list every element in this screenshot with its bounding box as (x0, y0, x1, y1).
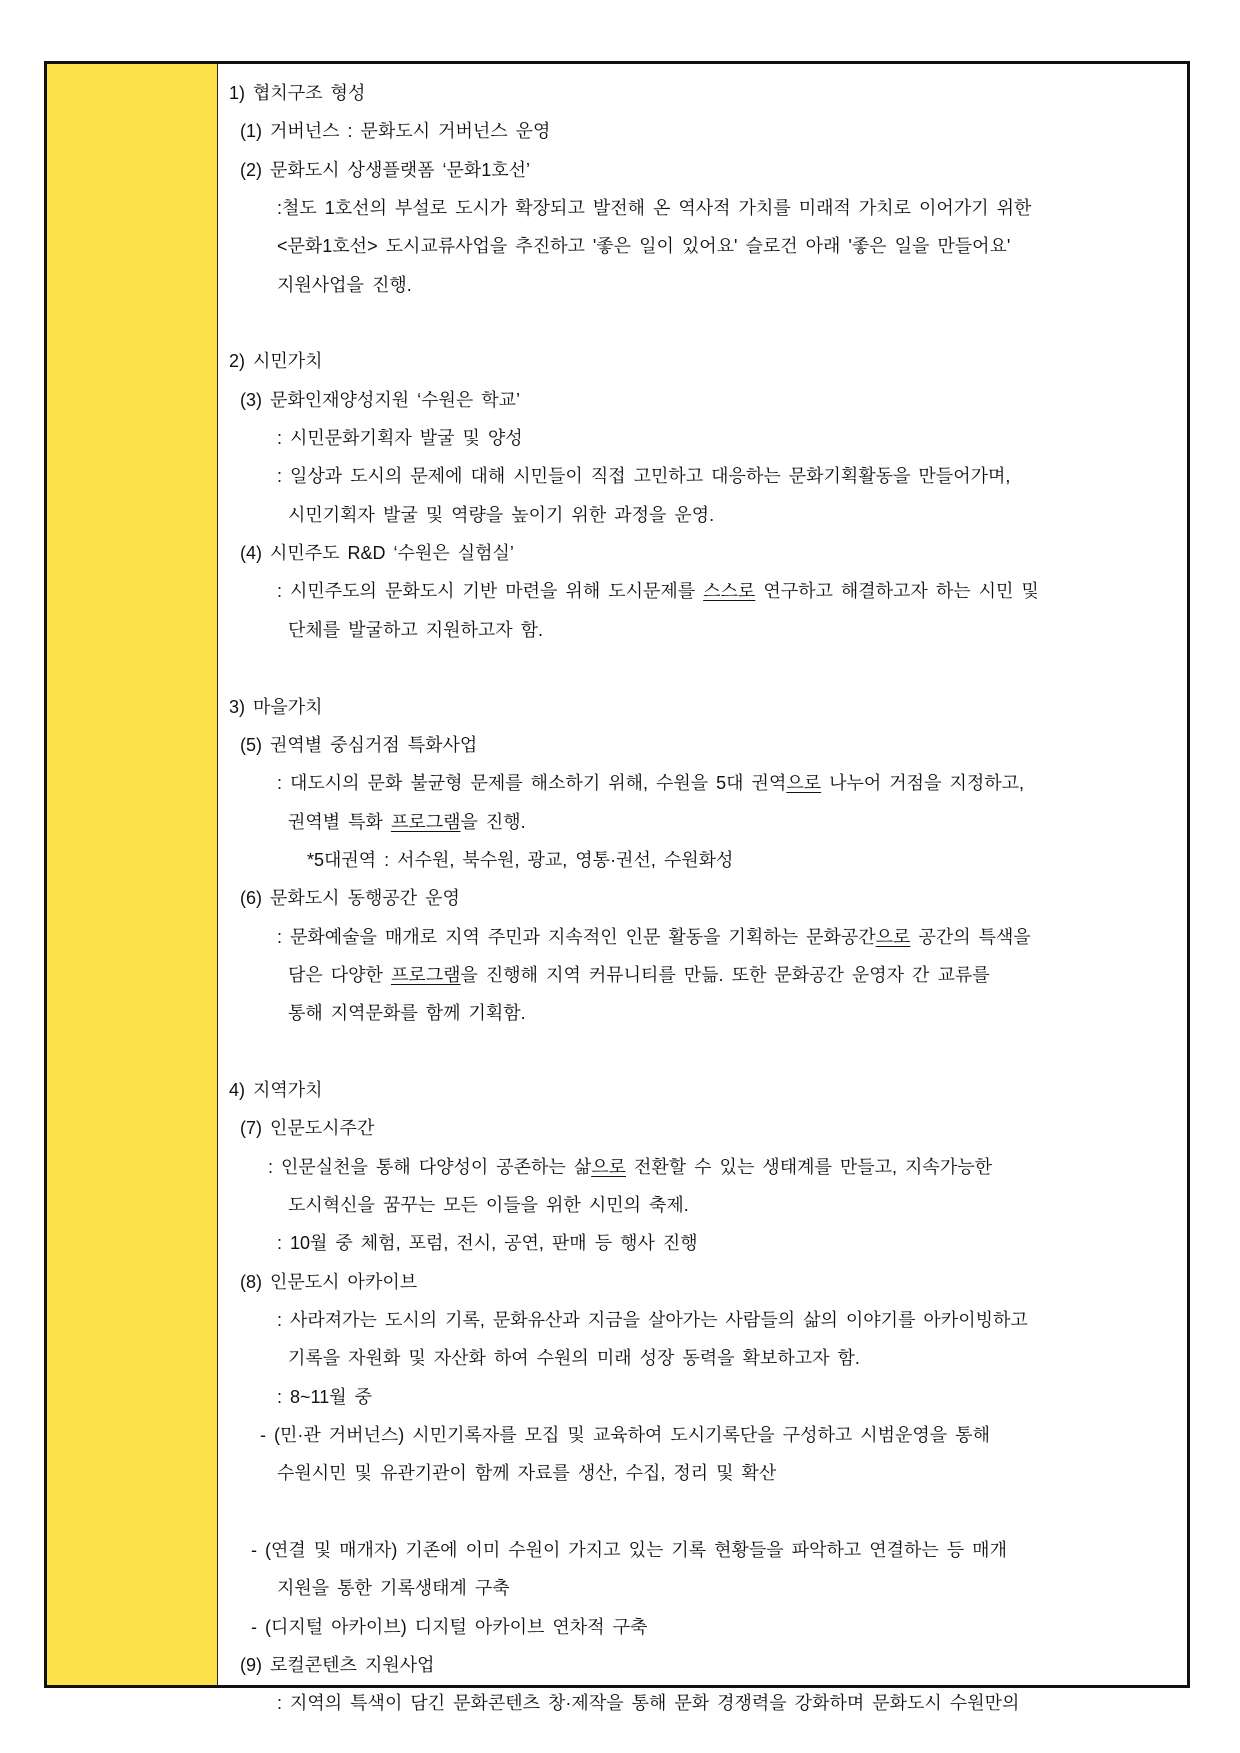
text-line (218, 803, 1187, 841)
text-line (218, 994, 1187, 1032)
text-line (218, 1454, 1187, 1492)
line-text: : 시민문화기획자 발굴 및 양성 (277, 428, 523, 449)
line-text: 단체를 발굴하고 지원하고자 함. (288, 619, 544, 640)
blank-line (218, 1493, 1187, 1531)
underlined-text: 프로그램 (390, 964, 461, 985)
text-line (218, 688, 1187, 726)
text-line (218, 1263, 1187, 1301)
line-text: 을 진행. (460, 811, 526, 832)
line-text: (6) 문화도시 동행공간 운영 (240, 888, 460, 909)
line-text: : 사라져가는 도시의 기록, 문화유산과 지금을 살아가는 사람들의 삶의 이야기를 아카이빙하고 (277, 1310, 1028, 1330)
line-text: 수원시민 및 유관기관이 함께 자료를 생산, 수집, 정리 및 확산 (277, 1463, 777, 1484)
yellow-label-column (47, 64, 218, 1685)
line-text: (1) 거버넌스 : 문화도시 거버넌스 운영 (240, 121, 551, 142)
line-text: : 문화예술을 매개로 지역 주민과 지속적인 인문 활동을 기획하는 문화공간 (277, 926, 876, 947)
text-line (218, 1071, 1187, 1109)
line-text: (2) 문화도시 상생플랫폼 ‘문화1호선’ (240, 159, 531, 180)
document-table (44, 61, 1190, 1714)
text-line (218, 342, 1187, 380)
line-text: 전환할 수 있는 생태계를 만들고, 지속가능한 (626, 1156, 992, 1177)
line-text: (4) 시민주도 R&D ‘수원은 실험실’ (240, 543, 514, 564)
line-text: 통해 지역문화를 함께 기획함. (288, 1003, 526, 1024)
line-text: (3) 문화인재양성지원 ‘수원은 학교’ (240, 389, 521, 410)
text-line (218, 227, 1187, 265)
line-text: : 일상과 도시의 문제에 대해 시민들이 직접 고민하고 대응하는 문화기획활동을 만들어가며, (277, 466, 1011, 487)
underlined-text: 프로그램 (390, 811, 461, 832)
text-line (218, 841, 1187, 879)
line-text: - (디지털 아카이브) 디지털 아카이브 연차적 구축 (251, 1616, 648, 1637)
line-text: - (연결 및 매개자) 기존에 이미 수원이 가지고 있는 기록 현황들을 파악하고 연결하는 등 매개 (251, 1540, 1007, 1561)
text-line (218, 611, 1187, 649)
line-text: : 인문실천을 통해 다양성이 공존하는 삶 (268, 1156, 592, 1177)
text-line (218, 918, 1187, 956)
blank-line (218, 649, 1187, 687)
text-line (218, 764, 1187, 802)
line-text: : 10월 중 체험, 포럼, 전시, 공연, 판매 등 행사 진행 (277, 1233, 698, 1254)
line-text: 기록을 자원화 및 자산화 하여 수원의 미래 성장 동력을 확보하고자 함. (288, 1348, 860, 1369)
line-text: 나누어 거점을 지정하고, (821, 773, 1025, 794)
text-line (218, 879, 1187, 917)
text-line (218, 266, 1187, 304)
text-line (218, 457, 1187, 495)
line-text: 권역별 특화 (288, 811, 391, 832)
line-text: 1) 협치구조 형성 (229, 83, 366, 103)
text-line (218, 1531, 1187, 1569)
underlined-text: 으로 (591, 1156, 626, 1177)
line-text: 시민기획자 발굴 및 역량을 높이기 위한 과정을 운영. (288, 504, 715, 525)
line-text: : 시민주도의 문화도시 기반 마련을 위해 도시문제를 (277, 581, 704, 602)
line-text: 도시혁신을 꿈꾸는 모든 이들을 위한 시민의 축제. (288, 1194, 689, 1215)
line-text: *5대권역 : 서수원, 북수원, 광교, 영통·권선, 수원화성 (307, 849, 734, 870)
text-line (218, 112, 1187, 150)
document-body (218, 64, 1187, 1714)
text-line (218, 74, 1187, 112)
text-line (218, 1186, 1187, 1224)
text-line (218, 1224, 1187, 1262)
line-text: (8) 인문도시 아카이브 (240, 1271, 418, 1292)
line-text: 공간의 특색을 (910, 926, 1031, 947)
underlined-text: 스스로 (703, 581, 756, 602)
text-line (218, 1646, 1187, 1684)
line-text: 을 진행해 지역 커뮤니티를 만듦. 또한 문화공간 운영자 간 교류를 (460, 964, 990, 985)
line-text: 4) 지역가치 (229, 1079, 323, 1100)
line-text: 지원사업을 진행. (277, 274, 412, 295)
text-line (218, 189, 1187, 227)
line-text: : 8~11월 중 (277, 1386, 372, 1407)
text-line (218, 1109, 1187, 1147)
line-text: 담은 다양한 (288, 964, 391, 985)
text-line (218, 1569, 1187, 1607)
line-text: 연구하고 해결하고자 하는 시민 및 (755, 581, 1039, 602)
underlined-text: 으로 (786, 773, 822, 794)
text-line (218, 1608, 1187, 1646)
line-text: 지원을 통한 기록생태계 구축 (277, 1578, 510, 1599)
text-line (218, 726, 1187, 764)
text-line (218, 1416, 1187, 1454)
text-line (218, 1301, 1187, 1339)
text-line (218, 534, 1187, 572)
line-text: <문화1호선> 도시교류사업을 추진하고 '좋은 일이 있어요' 슬로건 아래 '좋은 일을 만들어요' (277, 236, 1011, 257)
text-line (218, 1378, 1187, 1416)
text-line (218, 1684, 1187, 1722)
text-line (218, 419, 1187, 457)
line-text: : 지역의 특색이 담긴 문화콘텐츠 창·제작을 통해 문화 경쟁력을 강화하며 문화도시 수원만의 (277, 1693, 1020, 1714)
line-text: 3) 마을가치 (229, 696, 323, 717)
text-line (218, 496, 1187, 534)
line-text: (9) 로컬콘텐츠 지원사업 (240, 1655, 435, 1676)
text-line (218, 1339, 1187, 1377)
line-text: 2) 시민가치 (229, 351, 323, 372)
line-text: :철도 1호선의 부설로 도시가 확장되고 발전해 온 역사적 가치를 미래적 가치로 이어가기 위한 (277, 198, 1032, 219)
text-line (218, 151, 1187, 189)
text-line (218, 1148, 1187, 1186)
line-text: (7) 인문도시주간 (240, 1118, 375, 1139)
blank-line (218, 1033, 1187, 1071)
underlined-text: 으로 (875, 926, 911, 947)
text-line (218, 381, 1187, 419)
blank-line (218, 304, 1187, 342)
line-text: (5) 권역별 중심거점 특화사업 (240, 734, 478, 755)
text-line (218, 956, 1187, 994)
line-text: : 대도시의 문화 불균형 문제를 해소하기 위해, 수원을 5대 권역 (277, 773, 787, 794)
text-line (218, 572, 1187, 610)
line-text: - (민·관 거버넌스) 시민기록자를 모집 및 교육하여 도시기록단을 구성하고 시범운영을 통해 (260, 1425, 990, 1446)
